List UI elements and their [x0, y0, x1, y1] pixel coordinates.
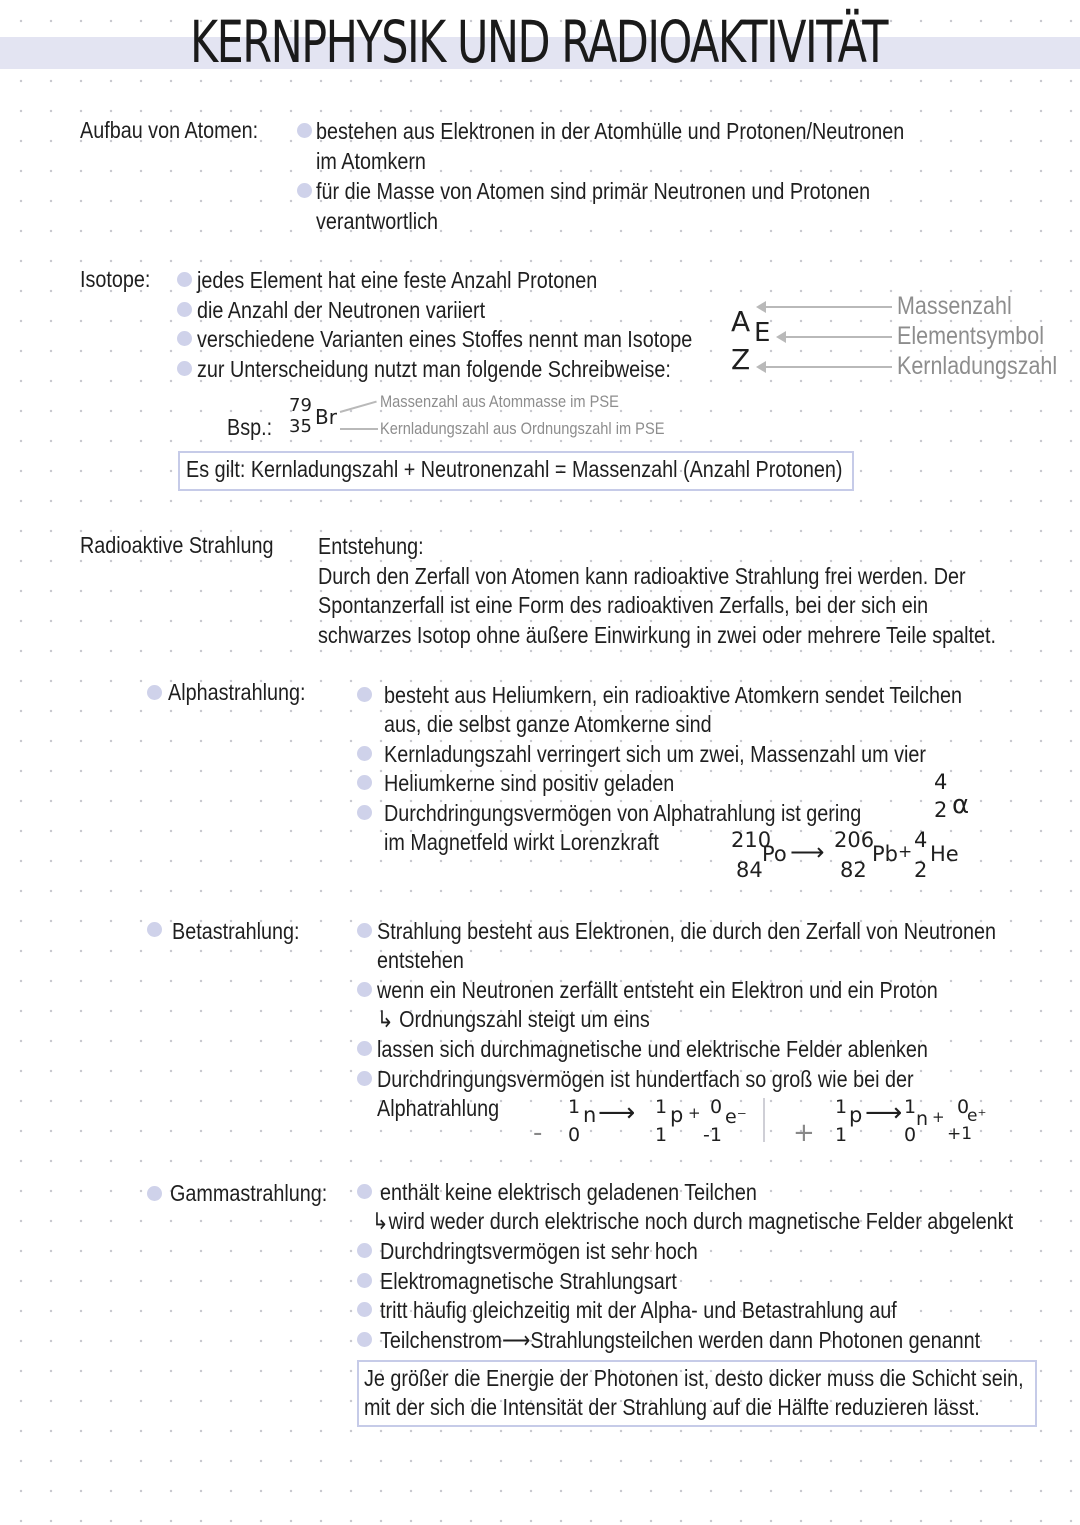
beta-minus-n-charge: 0 — [568, 1124, 581, 1146]
bullet — [177, 302, 192, 317]
beta-plus-sign: + — [793, 1118, 815, 1148]
alpha-label: Alphastrahlung: — [168, 679, 306, 705]
alpha-symbol-mass: 4 — [934, 770, 948, 794]
bullet — [357, 1041, 372, 1056]
bullet — [357, 923, 372, 938]
gamma-line-4: Elektromagnetische Strahlungsart — [380, 1268, 677, 1294]
beta-minus-e-symbol: e⁻ — [725, 1106, 747, 1128]
legend-kernladungszahl: Kernladungszahl — [897, 352, 1058, 380]
beta-line-5: lassen sich durchmagnetische und elektrische Felder ablenken — [377, 1036, 928, 1062]
aufbau-line-3: für die Masse von Atomen sind primär Neutronen und Protonen — [316, 178, 871, 204]
beta-line-4: ↳ Ordnungszahl steigt um eins — [377, 1006, 650, 1032]
beta-plus-e-mass: 0 — [957, 1096, 970, 1118]
bullet — [297, 123, 312, 138]
bullet — [177, 361, 192, 376]
beta-minus-p-symbol: p — [670, 1103, 684, 1127]
eq-he-mass: 4 — [914, 828, 928, 852]
alpha-line-1: besteht aus Heliumkern, ein radioaktive Atomkern sendet Teilchen — [384, 682, 962, 708]
beta-plus-n-mass: 1 — [904, 1096, 917, 1118]
beta-plus-p-mass: 1 — [835, 1096, 848, 1118]
eq-arrow: ⟶ — [790, 838, 825, 866]
alpha-symbol-icon: α — [952, 790, 970, 820]
beta-minus-arrow: ⟶ — [598, 1098, 636, 1128]
bullet — [357, 1302, 372, 1317]
bullet — [357, 805, 372, 820]
radio-heading: Entstehung: — [318, 533, 424, 559]
alpha-line-3: Kernladungszahl verringert sich um zwei, Massenzahl um vier — [384, 741, 926, 767]
beta-plus-n-charge: 0 — [904, 1124, 917, 1146]
beta-line-2: entstehen — [377, 947, 464, 973]
eq-po-symbol: Po — [762, 842, 787, 866]
bullet — [357, 746, 372, 761]
alpha-line-5: Durchdringungsvermögen von Alphatrahlung ist gering — [384, 800, 862, 826]
gamma-note-line-1: Je größer die Energie der Photonen ist, desto dicker muss die Schicht sein, — [364, 1365, 1024, 1391]
alpha-line-4: Heliumkerne sind positiv geladen — [384, 770, 675, 796]
eq-po-mass: 210 — [731, 828, 772, 852]
gamma-line-6: Teilchenstrom⟶Strahlungsteilchen werden dann Photonen genannt — [380, 1327, 981, 1353]
rule-text: Es gilt: Kernladungszahl + Neutronenzahl = Massenzahl (Anzahl Protonen) — [186, 456, 843, 482]
arrow-line — [764, 306, 892, 308]
bullet — [357, 1243, 372, 1258]
gamma-line-5: tritt häufig gleichzeitig mit der Alpha- und Betastrahlung auf — [380, 1297, 897, 1323]
beta-plus-p-charge: 1 — [835, 1124, 848, 1146]
radio-label: Radioaktive Strahlung — [80, 532, 274, 558]
bullet — [357, 775, 372, 790]
example-note-charge: Kernladungszahl aus Ordnungszahl im PSE — [380, 419, 665, 438]
example-arrow — [340, 401, 377, 413]
beta-plus-arrow: ⟶ — [865, 1098, 903, 1128]
beta-label: Betastrahlung: — [172, 918, 300, 944]
bullet — [297, 183, 312, 198]
gamma-note-line-2: mit der sich die Intensität der Strahlung auf die Hälfte reduzieren lässt. — [364, 1394, 980, 1420]
bullet — [357, 1273, 372, 1288]
radio-line-1: Durch den Zerfall von Atomen kann radioaktive Strahlung frei werden. Der — [318, 563, 966, 589]
aufbau-line-2: im Atomkern — [316, 148, 426, 174]
beta-minus-plus: + — [688, 1104, 701, 1122]
example-mass: 79 — [289, 395, 312, 416]
example-prefix: Bsp.: — [227, 414, 273, 440]
bullet — [147, 685, 162, 700]
beta-plus-plus: + — [932, 1108, 945, 1126]
bullet — [177, 331, 192, 346]
notation-e: E — [754, 318, 771, 348]
legend-massenzahl: Massenzahl — [897, 292, 1012, 320]
notation-z: Z — [731, 343, 751, 376]
beta-minus-sign: - — [533, 1118, 543, 1148]
alpha-line-6: im Magnetfeld wirkt Lorenzkraft — [384, 829, 659, 855]
alpha-symbol-charge: 2 — [934, 798, 948, 822]
isotope-line-3: verschiedene Varianten eines Stoffes nennt man Isotope — [197, 326, 693, 352]
bullet — [357, 1184, 372, 1199]
equation-divider — [763, 1098, 765, 1142]
bullet — [177, 272, 192, 287]
bullet — [147, 1186, 162, 1201]
beta-plus-e-charge: +1 — [947, 1124, 973, 1144]
arrow-line — [784, 336, 892, 338]
beta-line-1: Strahlung besteht aus Elektronen, die durch den Zerfall von Neutronen — [377, 918, 997, 944]
example-arrow — [340, 428, 378, 430]
gamma-line-2: ↳wird weder durch elektrische noch durch magnetische Felder abgelenkt — [372, 1208, 1014, 1234]
gamma-line-1: enthält keine elektrisch geladenen Teilchen — [380, 1179, 757, 1205]
example-symbol: Br — [315, 405, 337, 429]
bullet — [147, 922, 162, 937]
beta-plus-e-symbol: e⁺ — [967, 1106, 987, 1126]
isotope-line-1: jedes Element hat eine feste Anzahl Protonen — [197, 267, 598, 293]
eq-po-charge: 84 — [736, 858, 763, 882]
gamma-line-3: Durchdringtsvermögen ist sehr hoch — [380, 1238, 698, 1264]
isotope-line-2: die Anzahl der Neutronen variiert — [197, 297, 486, 323]
isotope-label: Isotope: — [80, 266, 151, 292]
eq-he-charge: 2 — [914, 858, 928, 882]
beta-line-6: Durchdringungsvermögen ist hundertfach so groß wie bei der — [377, 1066, 914, 1092]
aufbau-line-1: bestehen aus Elektronen in der Atomhülle und Protonen/Neutronen — [316, 118, 905, 144]
radio-line-3: schwarzes Isotop ohne äußere Einwirkung in zwei oder mehrere Teile spaltet. — [318, 622, 997, 648]
notation-a: A — [731, 305, 751, 338]
beta-minus-e-mass: 0 — [710, 1096, 723, 1118]
beta-line-7: Alphatrahlung — [377, 1095, 500, 1121]
beta-minus-n-symbol: n — [583, 1103, 597, 1127]
arrow-line — [764, 366, 892, 368]
eq-pb-mass: 206 — [834, 828, 875, 852]
eq-plus: + — [898, 842, 913, 862]
beta-minus-p-mass: 1 — [655, 1096, 668, 1118]
bullet — [357, 982, 372, 997]
eq-he-symbol: He — [930, 842, 959, 866]
beta-plus-p-symbol: p — [849, 1103, 863, 1127]
gamma-label: Gammastrahlung: — [170, 1180, 328, 1206]
beta-minus-p-charge: 1 — [655, 1124, 668, 1146]
bullet — [357, 687, 372, 702]
eq-pb-symbol: Pb — [872, 842, 898, 866]
beta-plus-n-symbol: n — [916, 1108, 929, 1130]
aufbau-line-4: verantwortlich — [316, 208, 439, 234]
beta-minus-e-charge: -1 — [703, 1124, 722, 1146]
aufbau-label: Aufbau von Atomen: — [80, 117, 259, 143]
legend-elementsymbol: Elementsymbol — [897, 322, 1044, 350]
example-charge: 35 — [289, 416, 312, 437]
page-title: KERNPHYSIK UND RADIOAKTIVITÄT — [190, 8, 887, 76]
eq-pb-charge: 82 — [840, 858, 867, 882]
beta-minus-n-mass: 1 — [568, 1096, 581, 1118]
alpha-line-2: aus, die selbst ganze Atomkerne sind — [384, 711, 712, 737]
bullet — [357, 1332, 372, 1347]
beta-line-3: wenn ein Neutronen zerfällt entsteht ein Elektron und ein Proton — [377, 977, 938, 1003]
radio-line-2: Spontanzerfall ist eine Form des radioaktiven Zerfalls, bei der sich ein — [318, 592, 929, 618]
example-note-mass: Massenzahl aus Atommasse im PSE — [380, 392, 619, 411]
bullet — [357, 1071, 372, 1086]
isotope-line-4: zur Unterscheidung nutzt man folgende Schreibweise: — [197, 356, 671, 382]
